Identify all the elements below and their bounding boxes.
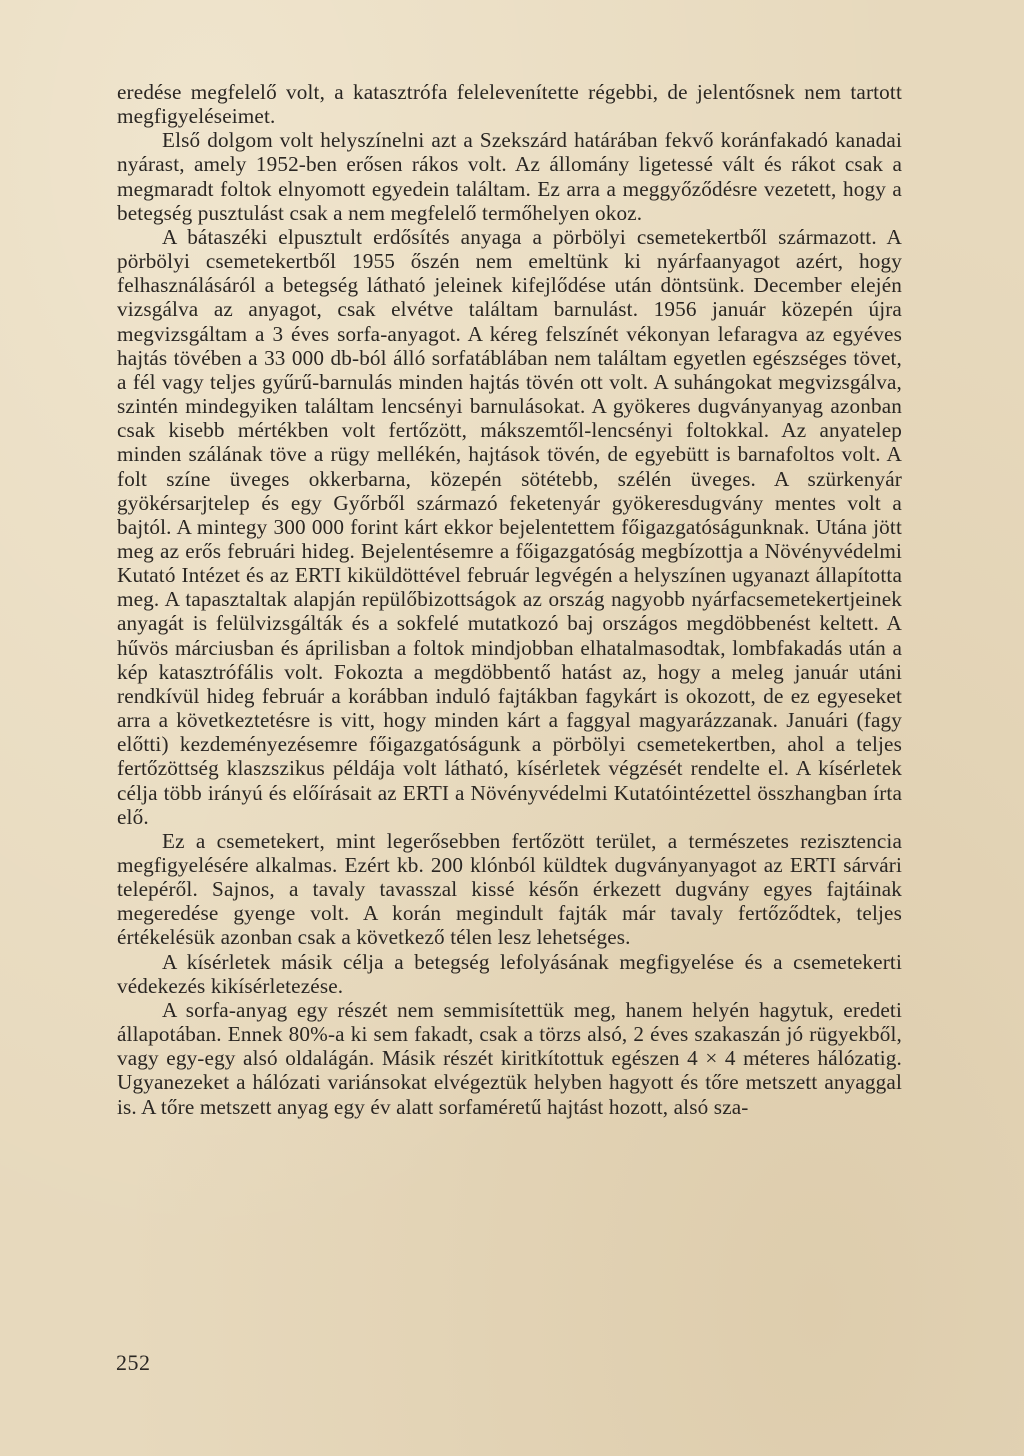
paragraph-bataszek: A bátaszéki elpusztult erdősítés anyaga a pörbölyi csemetekertből származott. A pörbölyi csemetekertből 1955 őszén nem emeltünk ki nyárfaanyagot azért, hogy felhasználásáról a betegség látható jeleinek kifejlődése után döntsünk. December elején vizsgálva az anyagot, csak elvétve találtam barnulást. 1956 január közepén újra megvizsgáltam a 3 éves sorfa-anyagot. A kéreg felszínét vékonyan lefaragva az egyéves hajtás tövében a 33 000 db-ból álló sorfatáblában nem találtam egyetlen egészséges tövet, a fél vagy teljes gyűrű-barnulás minden hajtás tövén ott volt. A suhángokat megvizsgálva, szintén mindegyiken találtam lencsényi barnulásokat. A gyökeres dugványanyag azonban csak kisebb mértékben volt fertőzött, mákszemtől-lencsényi foltokkal. Az anyatelep minden szálának töve a rügy mellékén, hajtások tövén, de egyebütt is barnafoltos volt. A folt színe üveges okkerbarna, közepén sötétebb, szélén üveges. A szürkenyár gyökérsarjtelep és egy Győrből származó feketenyár gyökeresdugvány mentes volt a bajtól. A mintegy 300 000 forint kárt ekkor bejelentettem főigazgatóságunknak. Utána jött meg az erős februári hideg. Bejelentésemre a főigazgatóság megbízottja a Növényvédelmi Kutató Intézet és az ERTI kiküldöttével február legvégén a helyszínen ugyanazt állapította meg. A tapasztaltak alapján repülőbizottságok az ország nagyobb nyárfacsemetekertjeinek anyagát is felülvizsgálták és a sokfelé mutatkozó baj országos megdöbbenést keltett. A hűvös márciusban és áprilisban a foltok mindjobban elhatalmasodtak, lombfakadás után a kép katasztrófális volt. Fokozta a megdöbbentő hatást az, hogy a meleg január utáni rendkívül hideg február a korábban induló fajtákban fagykárt is okozott, de ez egyeseket arra a következtetésre is vitt, hogy minden kárt a faggyal magyarázzanak. Januári (fagy előtti) kezdeményezésemre főigazgatóságunk a pörbölyi csemetekertben, ahol a teljes fertőzöttség klaszszikus példája volt látható, kísérletek végzését rendelte el. A kísérletek célja több irányú és előírásait az ERTI a Növényvédelmi Kutatóintézettel összhangban írta elő. — [117, 224, 902, 829]
body-text — [117, 80, 902, 1119]
paragraph-csemetekert: Ez a csemetekert, mint legerősebben fertőzött terület, a természetes rezisztencia megfigyelésére alkalmas. Ezért kb. 200 klónból küldtek dugványanyagot az ERTI sárvári telepéről. Sajnos, a tavaly tavasszal kissé későn érkezett dugvány egyes fajtáinak megeredése gyenge volt. A korán megindult fajták már tavaly fertőződtek, teljes értékelésük azonban csak a következő télen lesz lehetséges. — [117, 828, 902, 950]
paragraph-szekszard: Első dolgom volt helyszínelni azt a Szekszárd határában fekvő koránfakadó kanadai nyárast, amely 1952-ben erősen rákos volt. Az állomány ligetessé vált és rákot csak a megmaradt foltok elnyomott egyedein találtam. Ez arra a meggyőződésre vezetett, hogy a betegség pusztulást csak a nem megfelelő termőhelyen okoz. — [117, 128, 902, 225]
paragraph-continuation: eredése megfelelő volt, a katasztrófa felelevenítette régebbi, de jelentősnek nem tartott megfigyeléseimet. — [117, 80, 902, 129]
paragraph-kiserletek: A kísérletek másik célja a betegség lefolyásának megfigyelése és a csemetekerti védekezés kikísérletezése. — [117, 949, 902, 998]
page-number: 252 — [116, 1350, 151, 1375]
paragraph-sorfa-anyag: A sorfa-anyag egy részét nem semmisítettük meg, hanem helyén hagytuk, eredeti állapotában. Ennek 80%-a ki sem fakadt, csak a törzs alsó, 2 éves szakaszán jó rügyekből, vagy egy-egy alsó oldalágán. Másik részét kiritkítottuk egészen 4 × 4 méteres hálózatig. Ugyanezeket a hálózati variánsokat elvégeztük helyben hagyott és tőre metszett anyaggal is. A tőre metszett anyag egy év alatt sorfaméretű hajtást hozott, alsó sza- — [117, 997, 902, 1119]
